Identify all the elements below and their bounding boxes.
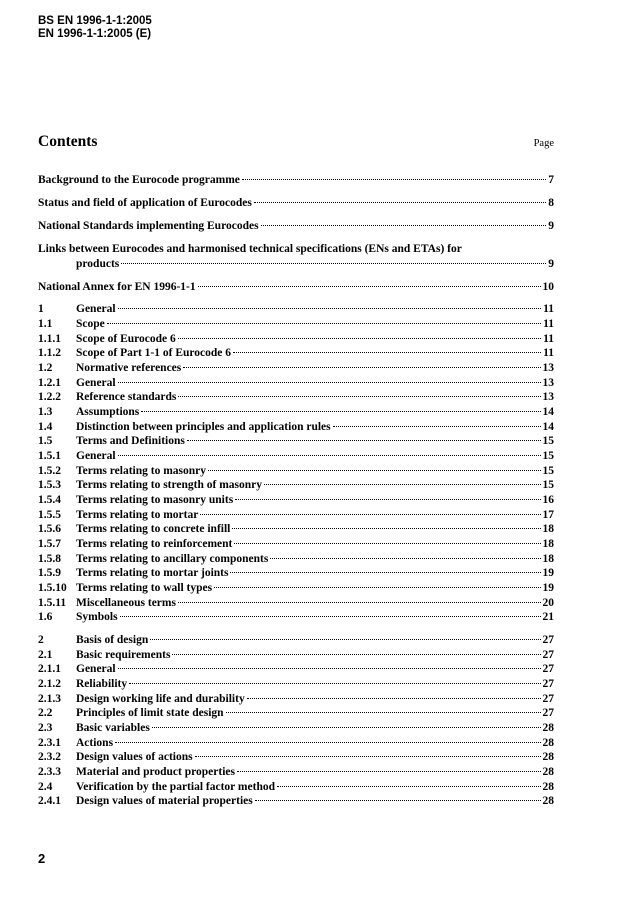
toc-entry-title: National Standards implementing Eurocodes xyxy=(38,220,259,232)
toc-entry-page: 18 xyxy=(542,538,554,550)
toc-entry-page: 27 xyxy=(542,693,554,705)
toc-entry-number: 2.3.1 xyxy=(38,737,61,749)
toc-entry-number: 1.5.10 xyxy=(38,582,67,594)
toc-entry-title: Symbols xyxy=(76,611,118,623)
toc-entry-page: 8 xyxy=(548,197,554,209)
toc-entry-title: General xyxy=(76,303,116,315)
toc-entry[interactable] xyxy=(38,346,554,360)
dot-leader xyxy=(226,711,541,713)
dot-leader xyxy=(118,307,542,309)
dot-leader xyxy=(141,410,540,412)
toc-entry[interactable] xyxy=(38,537,554,551)
dot-leader xyxy=(230,571,540,573)
toc-entry-number: 1.5.11 xyxy=(38,597,67,609)
toc-entry-title: Principles of limit state design xyxy=(76,707,224,719)
toc-entry-number: 1 xyxy=(38,303,44,315)
toc-entry[interactable] xyxy=(38,692,554,706)
dot-leader xyxy=(247,697,541,699)
toc-entry-number: 2.1.3 xyxy=(38,693,61,705)
toc-entry-title: National Annex for EN 1996-1-1 xyxy=(38,281,196,293)
toc-entry-page: 19 xyxy=(542,582,554,594)
toc-entry[interactable] xyxy=(38,648,554,662)
toc-entry-title: Material and product properties xyxy=(76,766,235,778)
footer-page-number: 2 xyxy=(38,851,46,866)
toc-entry-page: 11 xyxy=(543,303,554,315)
toc-entry[interactable] xyxy=(38,633,554,647)
dot-leader xyxy=(121,262,546,264)
toc-entry-number: 2.3 xyxy=(38,722,53,734)
toc-entry-number: 2.3.2 xyxy=(38,751,61,763)
toc-entry-title: Status and field of application of Eurocodes xyxy=(38,197,252,209)
toc-entry-number: 2.2 xyxy=(38,707,53,719)
dot-leader xyxy=(118,667,541,669)
toc-entry-title: Terms relating to mortar xyxy=(76,509,199,521)
toc-entry-number: 1.2.2 xyxy=(38,391,61,403)
toc-entry-page: 28 xyxy=(542,737,554,749)
toc-entry-number: 1.5.1 xyxy=(38,450,61,462)
toc-entry-page: 15 xyxy=(542,465,554,477)
dot-leader xyxy=(150,638,540,640)
toc-entry-number: 1.5.2 xyxy=(38,465,61,477)
toc-entry-page: 17 xyxy=(542,509,554,521)
toc-entry-number: 1.1.1 xyxy=(38,333,61,345)
toc-entry-page: 15 xyxy=(542,450,554,462)
toc-entry-title: Reliability xyxy=(76,678,128,690)
toc-entry-number: 1.5.6 xyxy=(38,523,61,535)
toc-entry-title: Actions xyxy=(76,737,114,749)
toc-entry[interactable] xyxy=(38,721,554,735)
toc-entry-number: 2.3.3 xyxy=(38,766,61,778)
dot-leader xyxy=(172,653,540,655)
toc-entry-page: 28 xyxy=(542,766,554,778)
toc-entry[interactable] xyxy=(38,596,554,610)
toc-entry[interactable] xyxy=(38,552,554,566)
toc-entry-title: General xyxy=(76,377,116,389)
dot-leader xyxy=(264,483,540,485)
toc-entry-title: Scope of Part 1-1 of Eurocode 6 xyxy=(76,347,232,359)
toc-entry-number: 1.5.3 xyxy=(38,479,61,491)
dot-leader xyxy=(152,726,541,728)
dot-leader xyxy=(254,201,546,203)
toc-entry[interactable] xyxy=(38,449,554,463)
dot-leader xyxy=(118,381,541,383)
toc-entry-number: 1.5.8 xyxy=(38,553,61,565)
toc-entry-page: 28 xyxy=(542,751,554,763)
toc-entry-title: Terms relating to masonry units xyxy=(76,494,234,506)
toc-entry-page: 11 xyxy=(543,333,554,345)
toc-entry[interactable] xyxy=(38,257,554,271)
toc-entry-number: 1.3 xyxy=(38,406,53,418)
dot-leader xyxy=(178,395,540,397)
toc-entry-number: 1.5.4 xyxy=(38,494,61,506)
toc-entry[interactable] xyxy=(38,522,554,536)
toc-entry[interactable] xyxy=(38,662,554,676)
dot-leader xyxy=(235,498,540,500)
toc-entry-title: Assumptions xyxy=(76,406,140,418)
toc-entry-page: 20 xyxy=(542,597,554,609)
toc-entry-title: Basic requirements xyxy=(76,649,171,661)
toc-entry-page: 27 xyxy=(542,678,554,690)
toc-entry[interactable] xyxy=(38,332,554,346)
toc-entry[interactable] xyxy=(38,464,554,478)
document-header xyxy=(38,15,152,41)
toc-entry-title: Background to the Eurocode programme xyxy=(38,174,240,186)
toc-entry[interactable] xyxy=(38,405,554,419)
toc-entry[interactable] xyxy=(38,493,554,507)
toc-entry[interactable] xyxy=(38,196,554,210)
toc-entry[interactable] xyxy=(38,610,554,624)
toc-entry[interactable] xyxy=(38,780,554,794)
toc-entry-title: Basis of design xyxy=(76,634,149,646)
toc-entry-title: Verification by the partial factor method xyxy=(76,781,275,793)
dot-leader xyxy=(198,285,541,287)
toc-entry-page: 11 xyxy=(543,347,554,359)
toc-entry-number: 1.2.1 xyxy=(38,377,61,389)
dot-leader xyxy=(242,178,546,180)
toc-entry-page: 13 xyxy=(542,377,554,389)
dot-leader xyxy=(255,799,541,801)
toc-entry[interactable] xyxy=(38,478,554,492)
toc-entry-title: Miscellaneous terms xyxy=(76,597,176,609)
dot-leader xyxy=(115,741,540,743)
dot-leader xyxy=(208,469,540,471)
toc-entry-title: Terms relating to ancillary components xyxy=(76,553,269,565)
toc-entry-number: 1.1 xyxy=(38,318,53,330)
dot-leader xyxy=(270,557,540,559)
toc-entry-title: Terms relating to mortar joints xyxy=(76,567,229,579)
toc-entry-number: 1.5.9 xyxy=(38,567,61,579)
toc-entry-number: 1.5 xyxy=(38,435,53,447)
toc-entry[interactable] xyxy=(38,302,554,316)
toc-entry[interactable] xyxy=(38,794,554,808)
toc-entry-page: 11 xyxy=(543,318,554,330)
toc-entry-number: 2.4.1 xyxy=(38,795,61,807)
toc-entry-page: 21 xyxy=(542,611,554,623)
toc-entry[interactable] xyxy=(38,677,554,691)
toc-entry-page: 16 xyxy=(542,494,554,506)
toc-entry-page: 10 xyxy=(542,281,554,293)
dot-leader xyxy=(183,366,540,368)
dot-leader xyxy=(118,454,541,456)
toc-entry-title: Terms and Definitions xyxy=(76,435,185,447)
toc-entry-page: 27 xyxy=(542,663,554,675)
toc-entry[interactable] xyxy=(38,317,554,331)
toc-entry-page: 27 xyxy=(542,707,554,719)
toc-entry-page: 15 xyxy=(542,479,554,491)
toc-entry[interactable] xyxy=(38,376,554,390)
toc-entry-page: 7 xyxy=(548,174,554,186)
toc-entry-title: Scope of Eurocode 6 xyxy=(76,333,176,345)
toc-entry-number: 1.6 xyxy=(38,611,53,623)
header-standard-bs: BS EN 1996-1-1:2005 xyxy=(38,15,152,27)
dot-leader xyxy=(120,615,541,617)
toc-entry-page: 14 xyxy=(542,406,554,418)
header-standard-en: EN 1996-1-1:2005 (E) xyxy=(38,28,152,40)
page-column-label: Page xyxy=(533,138,554,149)
dot-leader xyxy=(178,337,541,339)
toc-entry[interactable] xyxy=(38,219,554,233)
toc-entry-title: Basic variables xyxy=(76,722,150,734)
toc-entry-page: 27 xyxy=(542,634,554,646)
dot-leader xyxy=(234,542,540,544)
dot-leader xyxy=(107,322,541,324)
dot-leader xyxy=(233,351,541,353)
dot-leader xyxy=(200,513,540,515)
toc-entry-title: General xyxy=(76,450,116,462)
toc-entry[interactable] xyxy=(38,173,554,187)
toc-entry-number: 2.4 xyxy=(38,781,53,793)
toc-entry[interactable] xyxy=(38,420,554,434)
toc-entry-number: 2 xyxy=(38,634,44,646)
toc-entry[interactable] xyxy=(38,566,554,580)
toc-entry[interactable] xyxy=(38,280,554,294)
toc-entry-title: General xyxy=(76,663,116,675)
toc-entry-page: 9 xyxy=(548,258,554,270)
toc-entry-title: Scope xyxy=(76,318,105,330)
dot-leader xyxy=(187,439,541,441)
toc-entry-page: 28 xyxy=(542,795,554,807)
dot-leader xyxy=(178,601,541,603)
toc-entry-title: Design working life and durability xyxy=(76,693,245,705)
dot-leader xyxy=(277,785,541,787)
toc-entry[interactable] xyxy=(38,765,554,779)
dot-leader xyxy=(333,425,541,427)
toc-entry-number: 1.2 xyxy=(38,362,53,374)
toc-entry-title: Reference standards xyxy=(76,391,177,403)
toc-entry[interactable] xyxy=(38,750,554,764)
dot-leader xyxy=(129,682,540,684)
toc-entry-page: 28 xyxy=(542,781,554,793)
dot-leader xyxy=(214,586,540,588)
toc-entry-number: 1.1.2 xyxy=(38,347,61,359)
dot-leader xyxy=(237,770,541,772)
toc-entry[interactable] xyxy=(38,390,554,404)
toc-entry-page: 18 xyxy=(542,553,554,565)
toc-entry-title: Design values of material properties xyxy=(76,795,253,807)
toc-entry-title: Links between Eurocodes and harmonised technical specifications (ENs and ETAs) for xyxy=(38,243,462,255)
toc-entry-page: 13 xyxy=(542,362,554,374)
toc-entry-title: Terms relating to strength of masonry xyxy=(76,479,263,491)
toc-entry-page: 13 xyxy=(542,391,554,403)
toc-entry-page: 18 xyxy=(542,523,554,535)
toc-entry-number: 2.1.1 xyxy=(38,663,61,675)
toc-entry[interactable] xyxy=(38,508,554,522)
toc-entry[interactable] xyxy=(38,361,554,375)
toc-entry-page: 28 xyxy=(542,722,554,734)
toc-entry-page: 19 xyxy=(542,567,554,579)
toc-entry-title: Terms relating to masonry xyxy=(76,465,207,477)
dot-leader xyxy=(261,224,547,226)
toc-entry-page: 9 xyxy=(548,220,554,232)
toc-entry-title: Normative references xyxy=(76,362,182,374)
toc-entry-title: products xyxy=(76,258,120,270)
dot-leader xyxy=(195,755,541,757)
contents-heading: Contents xyxy=(38,133,98,150)
toc-entry-title: Terms relating to reinforcement xyxy=(76,538,233,550)
toc-entry-number: 2.1 xyxy=(38,649,53,661)
toc-entry[interactable] xyxy=(38,706,554,720)
toc-entry-title: Terms relating to concrete infill xyxy=(76,523,231,535)
toc-entry[interactable] xyxy=(38,736,554,750)
toc-entry-number: 2.1.2 xyxy=(38,678,61,690)
toc-entry-title: Terms relating to wall types xyxy=(76,582,213,594)
toc-entry[interactable] xyxy=(38,581,554,595)
toc-entry-number: 1.4 xyxy=(38,421,53,433)
toc-entry-title: Design values of actions xyxy=(76,751,193,763)
toc-entry-number: 1.5.7 xyxy=(38,538,61,550)
toc-entry[interactable] xyxy=(38,242,462,256)
toc-entry-page: 15 xyxy=(542,435,554,447)
dot-leader xyxy=(232,527,540,529)
toc-entry-number: 1.5.5 xyxy=(38,509,61,521)
toc-entry-page: 14 xyxy=(542,421,554,433)
toc-entry-page: 27 xyxy=(542,649,554,661)
toc-entry-title: Distinction between principles and application rules xyxy=(76,421,331,433)
toc-entry[interactable] xyxy=(38,434,554,448)
